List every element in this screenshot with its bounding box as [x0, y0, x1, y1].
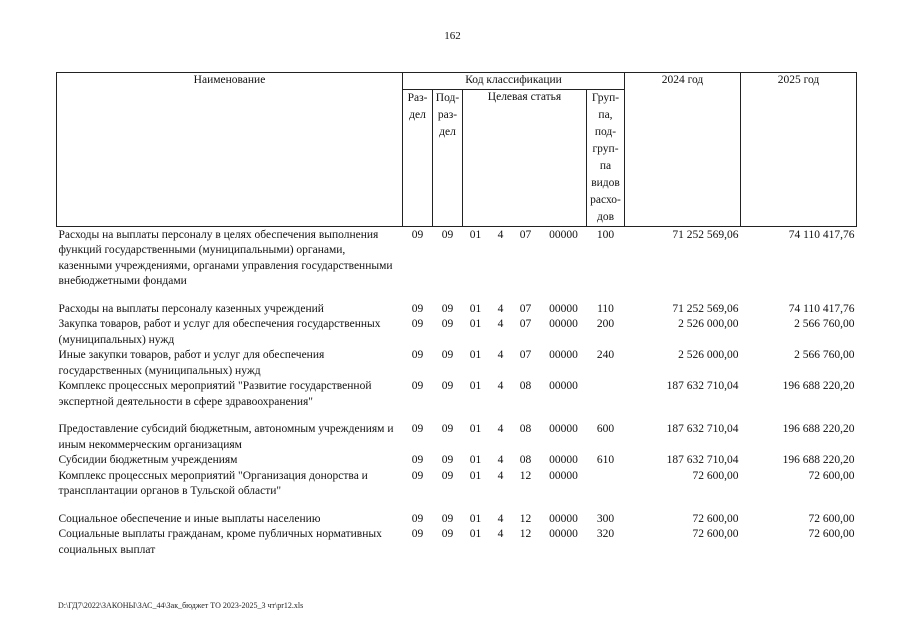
row-amount-2024: 72 600,00 [692, 469, 739, 482]
row-name: Субсидии бюджетным учреждениям [58, 454, 238, 466]
target-article-part: 4 [497, 349, 504, 361]
row-name: Расходы на выплаты персоналу в целях обеспечения выполнения функций государственными (муниципальными) органами, казенными учреждениями, органами управления государственными внебюджетными фондами [58, 228, 393, 287]
target-article-part: 01 [469, 228, 482, 241]
target-article-part: 01 [469, 454, 482, 466]
row-razdel: 09 [411, 349, 424, 361]
row-podrazdel: 09 [441, 423, 454, 435]
row-razdel: 09 [411, 512, 424, 525]
row-amount-2025: 2 566 760,00 [794, 318, 855, 330]
row-amount-2024: 2 526 000,00 [678, 349, 739, 361]
target-article-part: 4 [497, 228, 504, 241]
row-razdel: 09 [411, 380, 424, 392]
row-podrazdel: 09 [441, 228, 454, 241]
target-article-part: 12 [519, 528, 532, 540]
footer-file-path: D:\ГД7\2022\ЗАКОНЫ\ЗАС_44\Зак_бюджет ТО 2023-2025_3 чт\pr12.xls [58, 601, 304, 610]
table-row [57, 527, 857, 558]
row-target-article [463, 226, 587, 302]
target-article-part: 4 [497, 423, 504, 435]
row-razdel: 09 [411, 302, 424, 315]
row-name: Комплекс процессных мероприятий "Организация донорства и трансплантации органов в Тульской области" [58, 469, 368, 497]
table-body [57, 226, 857, 558]
target-article-part: 12 [519, 512, 532, 525]
target-article-part: 07 [519, 228, 532, 241]
target-article-part: 01 [469, 302, 482, 315]
target-article-part: 08 [519, 380, 532, 392]
target-article-part: 07 [519, 302, 532, 315]
row-target-article [463, 469, 587, 512]
target-article-part: 4 [497, 469, 504, 482]
target-article-part: 00000 [549, 302, 578, 315]
row-target-article [463, 527, 587, 558]
row-razdel: 09 [411, 528, 424, 540]
table-row [57, 453, 857, 469]
target-article-part: 00000 [549, 380, 578, 392]
target-article-part: 01 [469, 469, 482, 482]
row-amount-2024: 187 632 710,04 [666, 380, 739, 392]
row-target-article [463, 379, 587, 422]
target-article-part: 00000 [549, 512, 578, 525]
row-name: Расходы на выплаты персоналу казенных учреждений [58, 302, 324, 315]
target-article-part: 12 [519, 469, 532, 482]
target-article-part: 00000 [549, 469, 578, 482]
row-name: Иные закупки товаров, работ и услуг для обеспечения государственных (муниципальных) нужд [58, 349, 325, 377]
table-row [57, 226, 857, 302]
header-podrazdel: Под- раз- дел [433, 89, 463, 226]
row-name: Социальные выплаты гражданам, кроме публичных нормативных социальных выплат [58, 528, 382, 556]
row-group: 610 [596, 454, 615, 466]
row-group: 110 [597, 302, 614, 315]
target-article-part: 4 [497, 302, 504, 315]
row-amount-2025: 2 566 760,00 [794, 349, 855, 361]
target-article-part: 07 [519, 318, 532, 330]
row-amount-2025: 72 600,00 [808, 469, 855, 482]
header-year-2024: 2024 год [625, 73, 741, 227]
target-article-part: 4 [497, 318, 504, 330]
target-article-part: 07 [519, 349, 532, 361]
row-group: 200 [596, 318, 615, 330]
header-classification: Код классификации [403, 73, 625, 90]
row-podrazdel: 09 [441, 528, 454, 540]
row-amount-2024: 72 600,00 [692, 528, 739, 540]
target-article-part: 01 [469, 380, 482, 392]
table-row [57, 348, 857, 379]
row-amount-2024: 187 632 710,04 [666, 454, 739, 466]
row-amount-2024: 71 252 569,06 [672, 228, 739, 241]
table-row [57, 379, 857, 422]
target-article-part: 01 [469, 528, 482, 540]
row-group: 600 [596, 423, 615, 435]
table-row [57, 422, 857, 453]
row-group: 100 [596, 228, 615, 241]
row-name: Комплекс процессных мероприятий "Развитие государственной экспертной деятельности в сфере здравоохранения" [58, 380, 372, 408]
row-amount-2025: 72 600,00 [808, 528, 855, 540]
target-article-part: 01 [469, 423, 482, 435]
row-name: Предоставление субсидий бюджетным, автономным учреждениям и иным некоммерческим организациям [58, 423, 394, 451]
row-podrazdel: 09 [441, 469, 454, 482]
row-group [587, 469, 625, 512]
target-article-part: 00000 [549, 423, 578, 435]
row-amount-2024: 2 526 000,00 [678, 318, 739, 330]
target-article-part: 4 [497, 454, 504, 466]
row-amount-2025: 196 688 220,20 [782, 454, 855, 466]
row-podrazdel: 09 [441, 454, 454, 466]
row-name: Закупка товаров, работ и услуг для обеспечения государственных (муниципальных) нужд [58, 318, 381, 346]
row-amount-2025: 196 688 220,20 [782, 423, 855, 435]
header-razdel: Раз- дел [403, 89, 433, 226]
row-amount-2025: 74 110 417,76 [788, 228, 855, 241]
table-row [57, 302, 857, 318]
table-row [57, 512, 857, 528]
row-group: 320 [596, 528, 615, 540]
row-podrazdel: 09 [441, 302, 454, 315]
row-amount-2024: 71 252 569,06 [672, 302, 739, 315]
header-group: Груп- па, под- груп- па видов расхо- дов [587, 89, 625, 226]
target-article-part: 01 [469, 318, 482, 330]
row-amount-2025: 72 600,00 [808, 512, 855, 525]
target-article-part: 08 [519, 423, 532, 435]
row-razdel: 09 [411, 423, 424, 435]
row-podrazdel: 09 [441, 380, 454, 392]
target-article-part: 00000 [549, 228, 578, 241]
row-name: Социальное обеспечение и иные выплаты населению [58, 512, 321, 525]
row-podrazdel: 09 [441, 318, 454, 330]
header-year-2025: 2025 год [741, 73, 857, 227]
target-article-part: 00000 [549, 349, 578, 361]
row-razdel: 09 [411, 469, 424, 482]
row-podrazdel: 09 [441, 349, 454, 361]
row-target-article [463, 422, 587, 453]
target-article-part: 4 [497, 380, 504, 392]
row-razdel: 09 [411, 228, 424, 241]
row-razdel: 09 [411, 454, 424, 466]
row-razdel: 09 [411, 318, 424, 330]
row-amount-2025: 74 110 417,76 [788, 302, 855, 315]
target-article-part: 00000 [549, 318, 578, 330]
target-article-part: 01 [469, 349, 482, 361]
row-amount-2025: 196 688 220,20 [782, 380, 855, 392]
header-target-article: Целевая статья [463, 89, 587, 226]
target-article-part: 4 [497, 528, 504, 540]
budget-table [56, 72, 857, 558]
row-target-article [463, 512, 587, 528]
table-row [57, 317, 857, 348]
row-amount-2024: 187 632 710,04 [666, 423, 739, 435]
page-number: 162 [444, 30, 461, 42]
row-group [587, 379, 625, 422]
target-article-part: 08 [519, 454, 532, 466]
row-group: 300 [596, 512, 615, 525]
row-target-article [463, 348, 587, 379]
row-target-article [463, 317, 587, 348]
row-group: 240 [596, 349, 615, 361]
target-article-part: 00000 [549, 454, 578, 466]
table-row [57, 469, 857, 512]
row-target-article [463, 453, 587, 469]
row-target-article [463, 302, 587, 318]
row-amount-2024: 72 600,00 [692, 512, 739, 525]
target-article-part: 4 [497, 512, 504, 525]
target-article-part: 00000 [549, 528, 578, 540]
header-name: Наименование [57, 73, 403, 227]
target-article-part: 01 [469, 512, 482, 525]
row-podrazdel: 09 [441, 512, 454, 525]
